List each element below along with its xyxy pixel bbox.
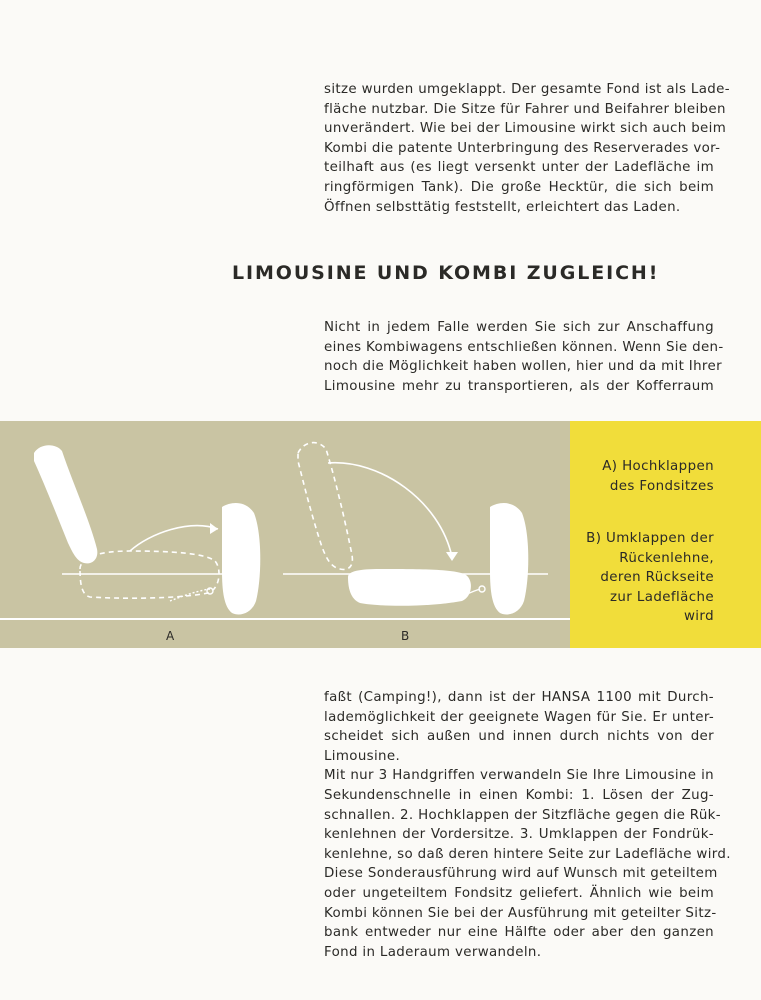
text-line: eines Kombiwagens entschließen können. Wenn Sie den- bbox=[324, 339, 724, 355]
figure-label-a: A bbox=[166, 629, 175, 643]
text-line: Nicht in jedem Falle werden Sie sich zur Anschaffung bbox=[324, 320, 714, 335]
text-line: bank entweder nur eine Hälfte oder aber den ganzen bbox=[324, 925, 714, 941]
folded-cushion bbox=[348, 569, 471, 606]
text-line: Sekundenschnelle in einen Kombi: 1. Lösen der Zug- bbox=[324, 787, 714, 803]
intro-paragraph bbox=[324, 318, 724, 396]
caption-panel bbox=[570, 421, 761, 648]
figure-label-b: B bbox=[401, 629, 410, 643]
rear-backrest-a bbox=[222, 503, 260, 614]
arrow-b bbox=[328, 463, 452, 557]
bottom-paragraph bbox=[324, 688, 731, 962]
text-line: unverändert. Wie bei der Limousine wirkt sich auch beim bbox=[324, 121, 727, 137]
text-line: Limousine. bbox=[324, 748, 401, 764]
text-line: sitze wurden umgeklappt. Der gesamte Fond ist als Lade- bbox=[324, 82, 730, 97]
text-line: teilhaft aus (es liegt versenkt unter der Ladefläche im bbox=[324, 160, 714, 176]
caption-line: Rückenlehne, bbox=[619, 550, 714, 566]
caption-line: wird bbox=[683, 609, 714, 625]
text-line: lademöglichkeit der geeignete Wagen für Sie. Er unter- bbox=[324, 709, 714, 725]
text-line: faßt (Camping!), dann ist der HANSA 1100 mit Durch- bbox=[324, 690, 714, 705]
arrow-b-head bbox=[446, 552, 458, 561]
arrow-a-head bbox=[210, 523, 218, 534]
caption-a bbox=[602, 457, 714, 496]
text-line: oder ungeteiltem Fondsitz geliefert. Ähnlich wie beim bbox=[324, 885, 714, 901]
text-line: Diese Sonderausführung wird auf Wunsch mit geteiltem bbox=[324, 866, 718, 882]
top-paragraph bbox=[324, 80, 730, 217]
caption-line: deren Rückseite bbox=[600, 570, 714, 586]
backrest-outline-dashed bbox=[298, 443, 352, 570]
text-line: kenlehne, so daß deren hintere Seite zur Ladefläche wird. bbox=[324, 846, 731, 862]
text-line: Kombi die patente Unterbringung des Reserverades vor- bbox=[324, 140, 721, 156]
text-line: Kombi können Sie bei der Ausführung mit geteilter Sitz- bbox=[324, 905, 717, 921]
seat-diagram-svg bbox=[0, 421, 570, 648]
text-line: Fond in Laderaum verwandeln. bbox=[324, 944, 542, 960]
text-line: fläche nutzbar. Die Sitze für Fahrer und Beifahrer bleiben bbox=[324, 101, 726, 117]
caption-line: des Fondsitzes bbox=[609, 478, 714, 494]
text-line: Öffnen selbsttätig feststellt, erleichtert das Laden. bbox=[324, 199, 681, 215]
text-line: Limousine mehr zu transportieren, als der Kofferraum bbox=[324, 378, 714, 394]
text-line: Mit nur 3 Handgriffen verwandeln Sie Ihre Limousine in bbox=[324, 768, 714, 784]
buckle-ring-a bbox=[207, 588, 213, 594]
caption-line: zur Ladefläche bbox=[609, 589, 714, 605]
arrow-a bbox=[130, 526, 218, 551]
text-line: noch die Möglichkeit haben wollen, hier und da mit Ihrer bbox=[324, 359, 722, 375]
text-line: schnallen. 2. Hochklappen der Sitzfläche gegen die Rük- bbox=[324, 807, 721, 823]
text-line: kenlehnen der Vordersitze. 3. Umklappen der Fondrük- bbox=[324, 827, 714, 843]
section-heading: LIMOUSINE UND KOMBI ZUGLEICH! bbox=[232, 262, 660, 284]
caption-line: A) Hochklappen bbox=[602, 459, 714, 474]
seat-cushion-raised bbox=[34, 445, 97, 563]
text-line: scheidet sich außen und innen durch nichts von der bbox=[324, 729, 714, 745]
rear-backrest-b bbox=[490, 503, 528, 614]
text-line: ringförmigen Tank). Die große Hecktür, die sich beim bbox=[324, 179, 714, 195]
seat-conversion-illustration bbox=[0, 421, 761, 648]
caption-line: B) Umklappen der bbox=[586, 531, 714, 546]
caption-b bbox=[586, 529, 714, 627]
